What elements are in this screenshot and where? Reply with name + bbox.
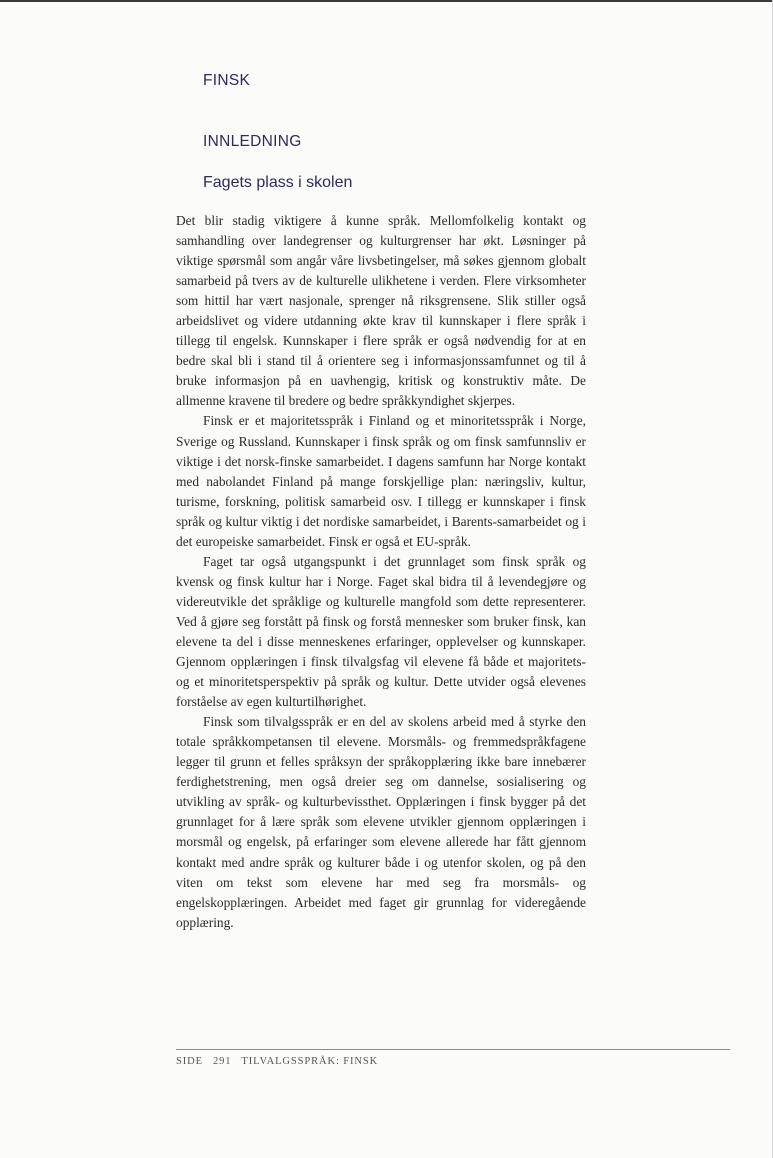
footer-side-label: SIDE xyxy=(176,1056,203,1067)
footer-running-title: TILVALGSSPRÅK: FINSK xyxy=(241,1056,379,1067)
paragraph-3: Faget tar også utgangspunkt i det grunnlaget som finsk språk og kvensk og finsk kultur har i Norge. Faget skal bidra til å levendegjøre og videreutvikle det språklige og kulturelle mangfold som dette representerer. Ved å gjøre seg forstått på finsk og forstå mennesker som bruker finsk, kan elevene ta del i disse menneskenes erfaringer, opplevelser og kunnskaper. Gjennom opplæringen i finsk tilvalgsfag vil elevene få både et majoritets- og et minoritetsperspektiv på språk og kultur. Dette utvider også elevenes forståelse av egen kulturtilhørighet. xyxy=(176,553,586,710)
paragraph-1: Det blir stadig viktigere å kunne språk. Mellomfolkelig kontakt og samhandling over landegrenser og kulturgrenser har økt. Løsninger på viktige spørsmål som angår våre livsbetingelser, må søkes gjennom globalt samarbeid på tvers av de kulturelle ulikhetene i verden. Flere virksomheter som hittil har vært nasjonale, sprenger nå riksgrensene. Slik stiller også arbeidslivet og videre utdanning økte krav til kunnskaper i flere språk i tillegg til engelsk. Kunnskaper i flere språk er også nødvendig for at en bedre skal bli i stand til å orientere seg i informasjonssamfunnet og til å bruke informasjon på en uavhengig, kritisk og konstruktiv måte. De allmenne kravene til bredere og bedre språkkyndighet skjerpes. xyxy=(176,213,586,409)
body-text xyxy=(176,211,586,933)
paragraph-4: Finsk som tilvalgsspråk er en del av skolens arbeid med å styrke den totale språkkompetansen til elevene. Morsmåls- og fremmedspråkfagene legger til grunn et felles språksyn der språkopplæring ikke bare innebærer ferdighetstrening, men også dreier seg om dannelse, sosialisering og utvikling av språk- og kulturbevissthet. Opplæringen i finsk bygger på det grunnlaget for å lære språk som elevene utvikler gjennom opplæringen i morsmål og engelsk, på erfaringer som elevene allerede har fått gjennom kontakt med andre språk og kulturer både i og utenfor skolen, og på den viten om tekst som elevene har med seg fra morsmåls- og engelskopplæringen. Arbeidet med faget gir grunnlag for videregående opplæring. xyxy=(176,714,586,930)
page-footer xyxy=(176,1056,378,1067)
subsection-title: Fagets plass i skolen xyxy=(203,174,353,191)
section-title: FINSK xyxy=(203,72,251,89)
footer-page-number: 291 xyxy=(212,1056,232,1067)
paragraph-2: Finsk er et majoritetsspråk i Finland og et minoritetsspråk i Norge, Sverige og Russland. Kunnskaper i finsk språk og om finsk samfunnsliv er viktige i det norsk-finske samarbeidet. I dagens samfunn har Norge kontakt med nabolandet Finland på mange forskjellige plan: næringsliv, kultur, turisme, forskning, politisk samarbeid osv. I tillegg er kunnskaper i finsk språk og kultur viktig i det nordiske samarbeidet, i Barents-samarbeidet og i det europeiske samarbeidet. Finsk er også et EU-språk. xyxy=(176,413,586,549)
top-border-line xyxy=(0,0,773,2)
chapter-title: INNLEDNING xyxy=(203,133,302,150)
footer-rule xyxy=(176,1049,730,1050)
